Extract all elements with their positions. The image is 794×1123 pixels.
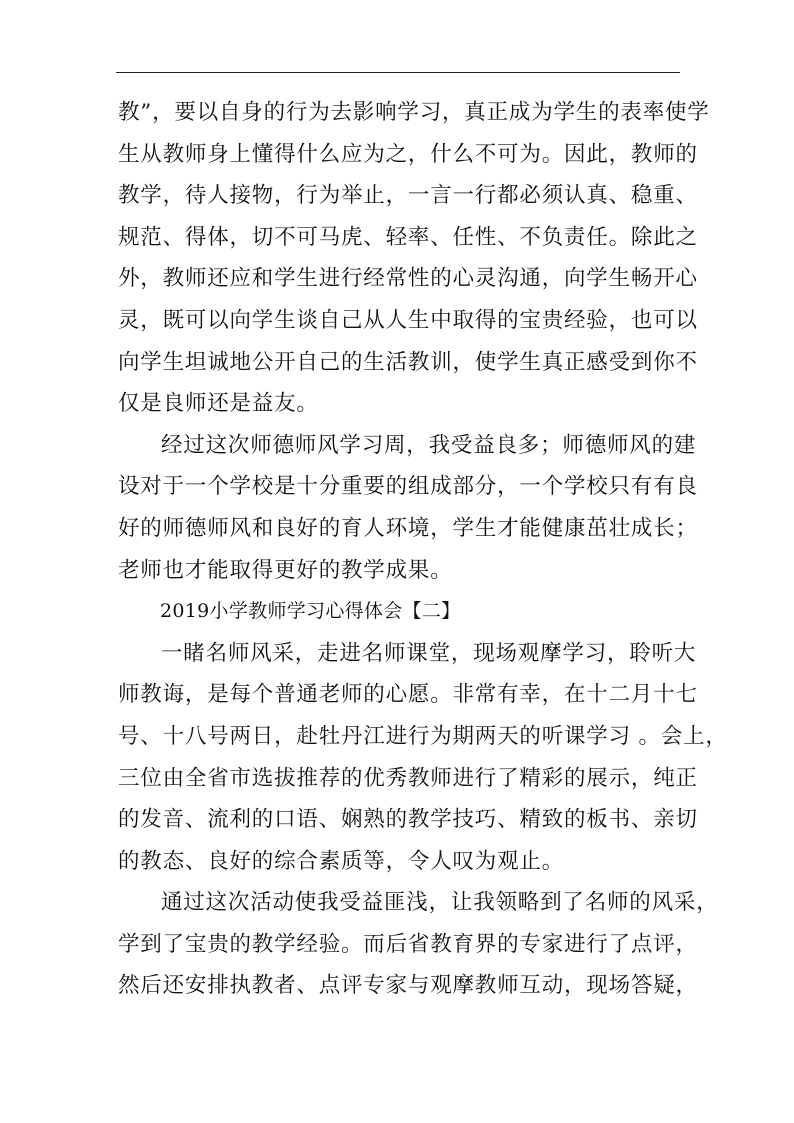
text-line: 老师也才能取得更好的教学成果。 — [118, 557, 453, 583]
text-line: 三位由全省市选拔推荐的优秀教师进行了精彩的展示，纯正 — [118, 765, 698, 791]
text-line: 仅是良师还是益友。 — [118, 391, 319, 417]
text-line: 生从教师身上懂得什么应为之，什么不可为。因此，教师的 — [118, 141, 698, 167]
paragraph-start-line: 经过这次师德师风学习周，我受益良多；师德师风的建 — [161, 432, 697, 458]
section-title: 2019小学教师学习心得体会【二】 — [160, 600, 461, 623]
text-line: 外，教师还应和学生进行经常性的心灵沟通，向学生畅开心 — [118, 266, 698, 292]
header-rule — [116, 72, 680, 73]
text-line: 好的师德师风和良好的育人环境，学生才能健康茁壮成长； — [118, 515, 698, 541]
text-line: 向学生坦诚地公开自己的生活教训，使学生真正感受到你不 — [118, 349, 698, 375]
text-line: 教”，要以自身的行为去影响学习，真正成为学生的表率使学 — [118, 100, 710, 125]
text-line: 的发音、流利的口语、娴熟的教学技巧、精致的板书、亲切 — [118, 807, 698, 833]
text-line: 师教诲，是每个普通老师的心愿。非常有幸，在十二月十七 — [118, 682, 698, 708]
text-line: 教学，待人接物，行为举止，一言一行都必须认真、稳重、 — [118, 183, 698, 209]
text-line: 学到了宝贵的教学经验。而后省教育界的专家进行了点评， — [118, 931, 698, 957]
paragraph-start-line: 通过这次活动使我受益匪浅，让我领略到了名师的风采， — [161, 890, 719, 916]
text-line: 号、十八号两日，赴牡丹江进行为期两天的听课学习 。会上， — [118, 723, 728, 749]
text-line: 灵，既可以向学生谈自己从人生中取得的宝贵经验，也可以 — [118, 307, 698, 333]
text-line: 规范、得体，切不可马虎、轻率、任性、不负责任。除此之 — [118, 224, 698, 250]
text-line: 然后还安排执教者、点评专家与观摩教师互动，现场答疑， — [118, 973, 698, 999]
paragraph-start-line: 一睹名师风采，走进名师课堂，现场观摩学习，聆听大 — [161, 640, 697, 666]
text-line: 设对于一个学校是十分重要的组成部分，一个学校只有有良 — [118, 474, 698, 500]
document-body — [118, 92, 728, 1007]
text-line: 的教态、良好的综合素质等，令人叹为观止。 — [118, 848, 565, 874]
